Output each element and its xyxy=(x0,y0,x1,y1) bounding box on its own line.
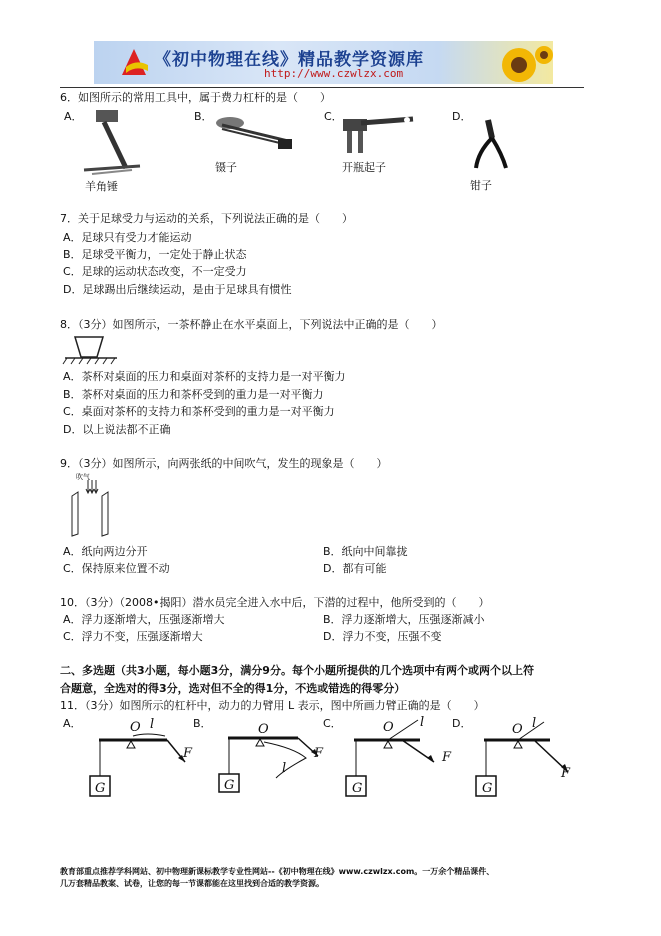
lever-a-force-label: F xyxy=(183,746,193,761)
teacup-on-table-figure xyxy=(63,333,119,367)
q6-stem: 6．如图所示的常用工具中，属于费力杠杆的是（ ） xyxy=(60,91,331,104)
q11-option-d-letter[interactable]: D． xyxy=(452,717,472,730)
q7-option-b[interactable]: B．足球受平衡力，一定处于静止状态 xyxy=(63,248,247,261)
pliers-figure xyxy=(470,118,512,170)
q10-option-d[interactable]: D．浮力不变，压强不变 xyxy=(323,630,442,643)
lever-b-arm-label: l xyxy=(282,761,287,776)
q7-option-c[interactable]: C．足球的运动状态改变，不一定受力 xyxy=(63,265,247,278)
q8-stem: 8．（3分）如图所示，一茶杯静止在水平桌面上，下列说法中正确的是（ ） xyxy=(60,318,443,331)
lever-d-force-label: F xyxy=(561,766,571,781)
q9-option-b[interactable]: B．纸向中间靠拢 xyxy=(323,545,408,558)
q6-option-a-letter[interactable]: A． xyxy=(64,110,83,123)
q6-option-a-caption: 羊角锤 xyxy=(85,180,118,193)
lever-c-force-label: F xyxy=(442,750,452,765)
banner-url[interactable]: http://www.czwlzx.com xyxy=(264,67,404,80)
two-papers-figure xyxy=(64,478,114,536)
q11-option-a-letter[interactable]: A． xyxy=(63,717,82,730)
footer-line1: 教育部重点推荐学科网站、初中物理新课标教学专业性网站--《初中物理在线》www.czwlzx.com。一万余个精品课件、 xyxy=(60,867,495,876)
bottle-opener-figure xyxy=(341,113,421,155)
header-rule xyxy=(60,87,584,88)
lever-b-force-label: F xyxy=(314,746,324,761)
header-banner xyxy=(94,41,553,84)
q9-option-c[interactable]: C．保持原来位置不动 xyxy=(63,562,170,575)
q6-option-c-letter[interactable]: C． xyxy=(324,110,343,123)
q7-option-a[interactable]: A．足球只有受力才能运动 xyxy=(63,231,192,244)
q9-option-a[interactable]: A．纸向两边分开 xyxy=(63,545,148,558)
q7-option-d[interactable]: D．足球踢出后继续运动，是由于足球具有惯性 xyxy=(63,283,292,296)
q6-option-d-caption: 钳子 xyxy=(470,179,492,192)
lever-c-pivot-label: O xyxy=(383,720,394,735)
footer-line2: 几万套精品教案、试卷，让您的每一节课都能在这里找到合适的教学资源。 xyxy=(60,879,324,888)
tweezers-figure xyxy=(212,113,294,153)
lever-a-pivot-label: O xyxy=(130,720,141,735)
site-logo xyxy=(116,45,152,81)
q11-stem: 11．（3分）如图所示的杠杆中，动力的力臂用 L 表示，图中所画力臂正确的是（ ） xyxy=(60,699,485,712)
sunflower-image xyxy=(489,41,553,84)
lever-c-arm-label: l xyxy=(420,715,425,730)
q8-option-b[interactable]: B．茶杯对桌面的压力和茶杯受到的重力是一对平衡力 xyxy=(63,388,324,401)
lever-b-pivot-label: O xyxy=(258,722,269,737)
q6-option-d-letter[interactable]: D． xyxy=(452,110,472,123)
q9-figure-label: 吹气 xyxy=(76,473,90,481)
lever-b-weight-label: G xyxy=(224,778,235,793)
lever-d-weight-label: G xyxy=(482,781,493,796)
q10-option-b[interactable]: B．浮力逐渐增大，压强逐渐减小 xyxy=(323,613,485,626)
q6-option-b-letter[interactable]: B． xyxy=(194,110,213,123)
lever-a-weight-label: G xyxy=(95,781,106,796)
q8-option-d[interactable]: D．以上说法都不正确 xyxy=(63,423,171,436)
q10-option-a[interactable]: A．浮力逐渐增大，压强逐渐增大 xyxy=(63,613,225,626)
q6-option-c-caption: 开瓶起子 xyxy=(342,161,386,174)
q7-stem: 7．关于足球受力与运动的关系，下列说法正确的是（ ） xyxy=(60,212,353,225)
banner-title: 《初中物理在线》精品教学资源库 xyxy=(154,50,424,70)
q8-option-a[interactable]: A．茶杯对桌面的压力和桌面对茶杯的支持力是一对平衡力 xyxy=(63,370,346,383)
section2-heading-line1: 二、多选题（共3小题，每小题3分，满分9分。每个小题所提供的几个选项中有两个或两个以上符 xyxy=(60,664,534,677)
q11-option-c-letter[interactable]: C． xyxy=(323,717,342,730)
q10-stem: 10．（3分）（2008•揭阳）潜水员完全进入水中后，下潜的过程中，他所受到的（ ） xyxy=(60,596,490,609)
lever-d-pivot-label: O xyxy=(512,722,523,737)
section2-heading-line2: 合题意，全选对的得3分，选对但不全的得1分，不选或错选的得零分） xyxy=(60,682,406,695)
q10-option-c[interactable]: C．浮力不变，压强逐渐增大 xyxy=(63,630,203,643)
q8-option-c[interactable]: C．桌面对茶杯的支持力和茶杯受到的重力是一对平衡力 xyxy=(63,405,335,418)
q9-stem: 9．（3分）如图所示，向两张纸的中间吹气，发生的现象是（ ） xyxy=(60,457,388,470)
q6-option-b-caption: 镊子 xyxy=(215,161,237,174)
q11-option-b-letter[interactable]: B． xyxy=(193,717,212,730)
lever-c-weight-label: G xyxy=(352,781,363,796)
lever-d-arm-label: l xyxy=(532,716,537,731)
lever-a-arm-label: l xyxy=(150,717,155,732)
claw-hammer-figure xyxy=(82,108,142,180)
q9-option-d[interactable]: D．都有可能 xyxy=(323,562,387,575)
